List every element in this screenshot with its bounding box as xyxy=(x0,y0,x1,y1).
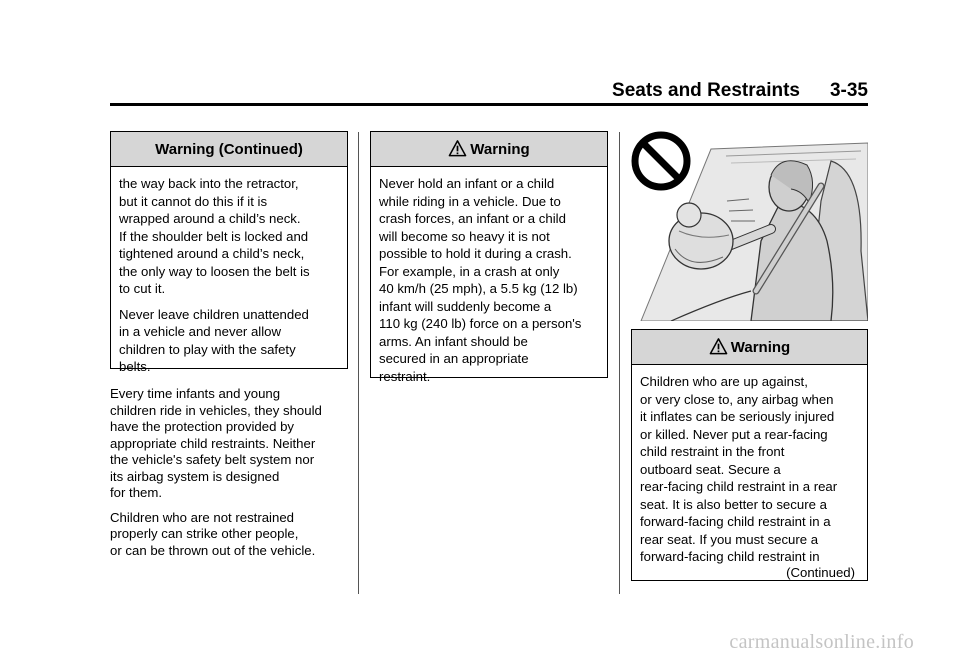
warning-icon xyxy=(448,139,467,158)
warning-box xyxy=(370,131,608,384)
text-line: rear seat. If you must secure a xyxy=(640,531,819,547)
airbag-warning-box xyxy=(631,329,868,581)
warning-icon xyxy=(709,337,728,356)
text-line: children to play with the safety xyxy=(119,341,296,357)
text-line: Children who are up against, xyxy=(640,374,808,389)
text-line: Never leave children unattended xyxy=(119,306,309,322)
paragraph xyxy=(110,510,355,560)
text-line: secured in an appropriate xyxy=(379,351,529,366)
text-line: in a vehicle and never allow xyxy=(119,324,282,339)
warning-box-body xyxy=(371,167,607,385)
column-divider-2 xyxy=(619,132,620,594)
continued-label: (Continued) xyxy=(786,564,855,580)
text-line: restraint. xyxy=(379,368,431,384)
text-line: belts. xyxy=(119,359,151,374)
text-line: or very close to, any airbag when xyxy=(640,391,834,407)
text-line: child restraint in the front xyxy=(640,444,785,459)
column-divider-1 xyxy=(358,132,359,594)
text-line: the vehicle's safety belt system nor xyxy=(110,452,315,467)
page-number: 3-35 xyxy=(829,80,868,101)
text-line: forward-facing child restraint in xyxy=(640,549,820,564)
warning-box-title: Warning xyxy=(470,140,530,158)
text-line: If the shoulder belt is locked and xyxy=(119,228,309,244)
text-line: arms. An infant should be xyxy=(379,333,528,349)
text-line: 110 kg (240 lb) force on a person's xyxy=(379,316,582,331)
text-line: rear-facing child restraint in a rear xyxy=(640,479,838,494)
header-rule xyxy=(110,103,868,106)
text-line: Children who are not restrained xyxy=(110,509,294,525)
text-line: the only way to loosen the belt is xyxy=(119,263,310,279)
text-line: or can be thrown out of the vehicle. xyxy=(110,542,316,558)
warning-continued-box xyxy=(110,131,348,374)
text-line: Never hold an infant or a child xyxy=(379,176,555,191)
text-line: seat. It is also better to secure a xyxy=(640,496,827,512)
prohibition-icon xyxy=(635,135,687,187)
text-line: tightened around a child’s neck, xyxy=(119,246,305,261)
warning-box-body xyxy=(632,365,867,581)
text-line: wrapped around a child’s neck. xyxy=(119,211,301,226)
illustration-woman-holding-infant xyxy=(631,131,868,321)
text-line: crash forces, an infant or a child xyxy=(379,211,566,226)
page-header xyxy=(0,80,960,104)
text-line: possible to hold it during a crash. xyxy=(379,246,572,261)
text-line: while riding in a vehicle. Due to xyxy=(379,193,561,209)
warning-box-header xyxy=(371,132,607,167)
text-line: forward-facing child restraint in a xyxy=(640,514,831,529)
warning-box-header xyxy=(111,132,347,167)
warning-box-title: Warning xyxy=(730,338,791,356)
text-line: have the protection provided by xyxy=(110,419,295,434)
text-line: or killed. Never put a rear-facing xyxy=(640,426,828,442)
warning-box-body xyxy=(111,167,347,376)
text-line: outboard seat. Secure a xyxy=(640,461,781,477)
text-line: children ride in vehicles, they should xyxy=(110,402,322,418)
text-line: the way back into the retractor, xyxy=(119,176,299,191)
warning-box-title: Warning (Continued) xyxy=(155,140,303,158)
text-line: infant will suddenly become a xyxy=(379,298,552,314)
text-line: Every time infants and young xyxy=(110,386,281,401)
text-line: to cut it. xyxy=(119,281,166,296)
watermark: carmanualsonline.info xyxy=(729,631,914,653)
text-line: properly can strike other people, xyxy=(110,526,299,541)
text-line: For example, in a crash at only xyxy=(379,263,560,279)
warning-box-header xyxy=(632,330,867,365)
text-line: it inflates can be seriously injured xyxy=(640,409,835,424)
text-line: appropriate child restraints. Neither xyxy=(110,435,316,451)
text-line: 40 km/h (25 mph), a 5.5 kg (12 lb) xyxy=(379,281,578,296)
body-text xyxy=(110,386,355,567)
paragraph xyxy=(110,386,355,502)
text-line: for them. xyxy=(110,485,163,500)
text-line: but it cannot do this if it is xyxy=(119,193,268,209)
text-line: its airbag system is designed xyxy=(110,468,280,484)
text-line: will become so heavy it is not xyxy=(379,228,550,244)
section-title: Seats and Restraints xyxy=(612,80,800,101)
